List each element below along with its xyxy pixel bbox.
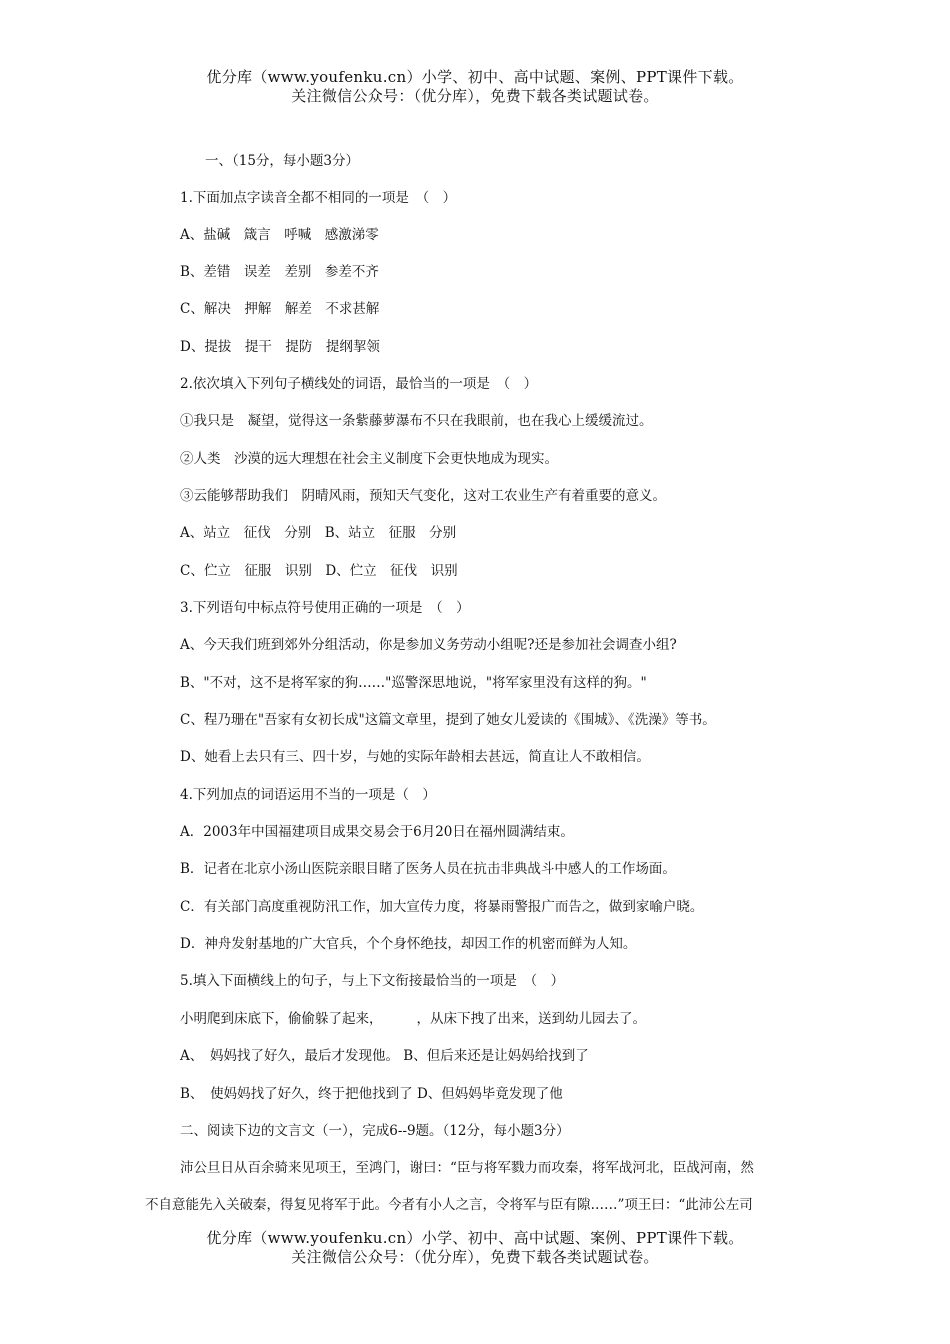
q1-option-d: D、提拔 提干 提防 提纲挈领 xyxy=(180,339,380,355)
q4-option-c: C．有关部门高度重视防汛工作，加大宣传力度，将暴雨警报广而告之，做到家喻户晓。 xyxy=(180,899,704,915)
q5-options-ab: A、 妈妈找了好久，最后才发现他。 B、但后来还是让妈妈给找到了 xyxy=(180,1048,589,1064)
passage-line-2: 不自意能先入关破秦，得复见将军于此。今者有小人之言，令将军与臣有隙……”项王曰：“此沛公左司 xyxy=(145,1197,753,1213)
q5-options-cd: B、 使妈妈找了好久，终于把他找到了 D、但妈妈毕竟发现了他 xyxy=(180,1086,563,1102)
q1-option-b: B、差错 误差 差别 参差不齐 xyxy=(180,264,379,280)
q2-options-cd: C、伫立 征服 识别 D、伫立 征伐 识别 xyxy=(180,563,458,579)
q1-stem: 1.下面加点字读音全都不相同的一项是 （ ） xyxy=(180,190,457,206)
footer-line-2: 关注微信公众号：（优分库），免费下载各类试题试卷。 xyxy=(291,1248,659,1266)
q3-option-c: C、程乃珊在"吾家有女初长成"这篇文章里，提到了她女儿爱读的《围城》、《洗澡》等书。 xyxy=(180,712,716,728)
page-header xyxy=(0,68,950,106)
q1-option-c: C、解决 押解 解差 不求甚解 xyxy=(180,301,380,317)
q4-option-b: B．记者在北京小汤山医院亲眼目睹了医务人员在抗击非典战斗中感人的工作场面。 xyxy=(180,861,676,877)
q3-option-a: A、今天我们班到郊外分组活动，你是参加义务劳动小组呢?还是参加社会调查小组? xyxy=(180,637,677,653)
q4-option-d: D．神舟发射基地的广大官兵，个个身怀绝技，却因工作的机密而鲜为人知。 xyxy=(180,936,637,952)
section2-title: 二、阅读下边的文言文（一），完成6--9题。（12分，每小题3分） xyxy=(180,1123,570,1139)
q5-sentence-pre: 小明爬到床底下，偷偷躲了起来， xyxy=(180,1011,383,1027)
q2-sentence-3: ③云能够帮助我们 阴晴风雨，预知天气变化，这对工农业生产有着重要的意义。 xyxy=(180,488,666,504)
q4-option-a: A．2003年中国福建项目成果交易会于6月20日在福州圆满结束。 xyxy=(180,824,574,840)
q2-sentence-2: ②人类 沙漠的远大理想在社会主义制度下会更快地成为现实。 xyxy=(180,451,558,467)
q2-stem: 2.依次填入下列句子横线处的词语，最恰当的一项是 （ ） xyxy=(180,376,538,392)
q3-option-d: D、她看上去只有三、四十岁，与她的实际年龄相去甚远，简直让人不敢相信。 xyxy=(180,749,650,765)
q5-sentence-post: ，从床下拽了出来，送到幼儿园去了。 xyxy=(416,1011,646,1027)
q4-stem: 4.下列加点的词语运用不当的一项是（ ） xyxy=(180,787,436,803)
q2-sentence-1: ①我只是 凝望，觉得这一条紫藤萝瀑布不只在我眼前，也在我心上缓缓流过。 xyxy=(180,413,653,429)
section1-title: 一、（15分，每小题3分） xyxy=(205,153,360,169)
header-line-2: 关注微信公众号：（优分库），免费下载各类试题试卷。 xyxy=(291,87,659,105)
q2-options-ab: A、站立 征伐 分别 B、站立 征服 分别 xyxy=(180,525,457,541)
q1-option-a: A、盐碱 箴言 呼喊 感激涕零 xyxy=(180,227,379,243)
page-footer xyxy=(0,1229,950,1267)
passage-line-1: 沛公旦日从百余骑来见项王，至鸿门，谢曰：“臣与将军戮力而攻秦，将军战河北，臣战河南，然 xyxy=(180,1160,754,1176)
q3-option-b: B、"不对，这不是将军家的狗……"巡警深思地说，"将军家里没有这样的狗。" xyxy=(180,675,647,691)
q5-stem: 5.填入下面横线上的句子，与上下文衔接最恰当的一项是 （ ） xyxy=(180,973,565,989)
q5-sentence xyxy=(180,1010,646,1028)
footer-line-1: 优分库（www.youfenku.cn）小学、初中、高中试题、案例、PPT课件下载。 xyxy=(206,1229,744,1247)
header-line-1: 优分库（www.youfenku.cn）小学、初中、高中试题、案例、PPT课件下载。 xyxy=(206,68,744,86)
q3-stem: 3.下列语句中标点符号使用正确的一项是 （ ） xyxy=(180,600,470,616)
